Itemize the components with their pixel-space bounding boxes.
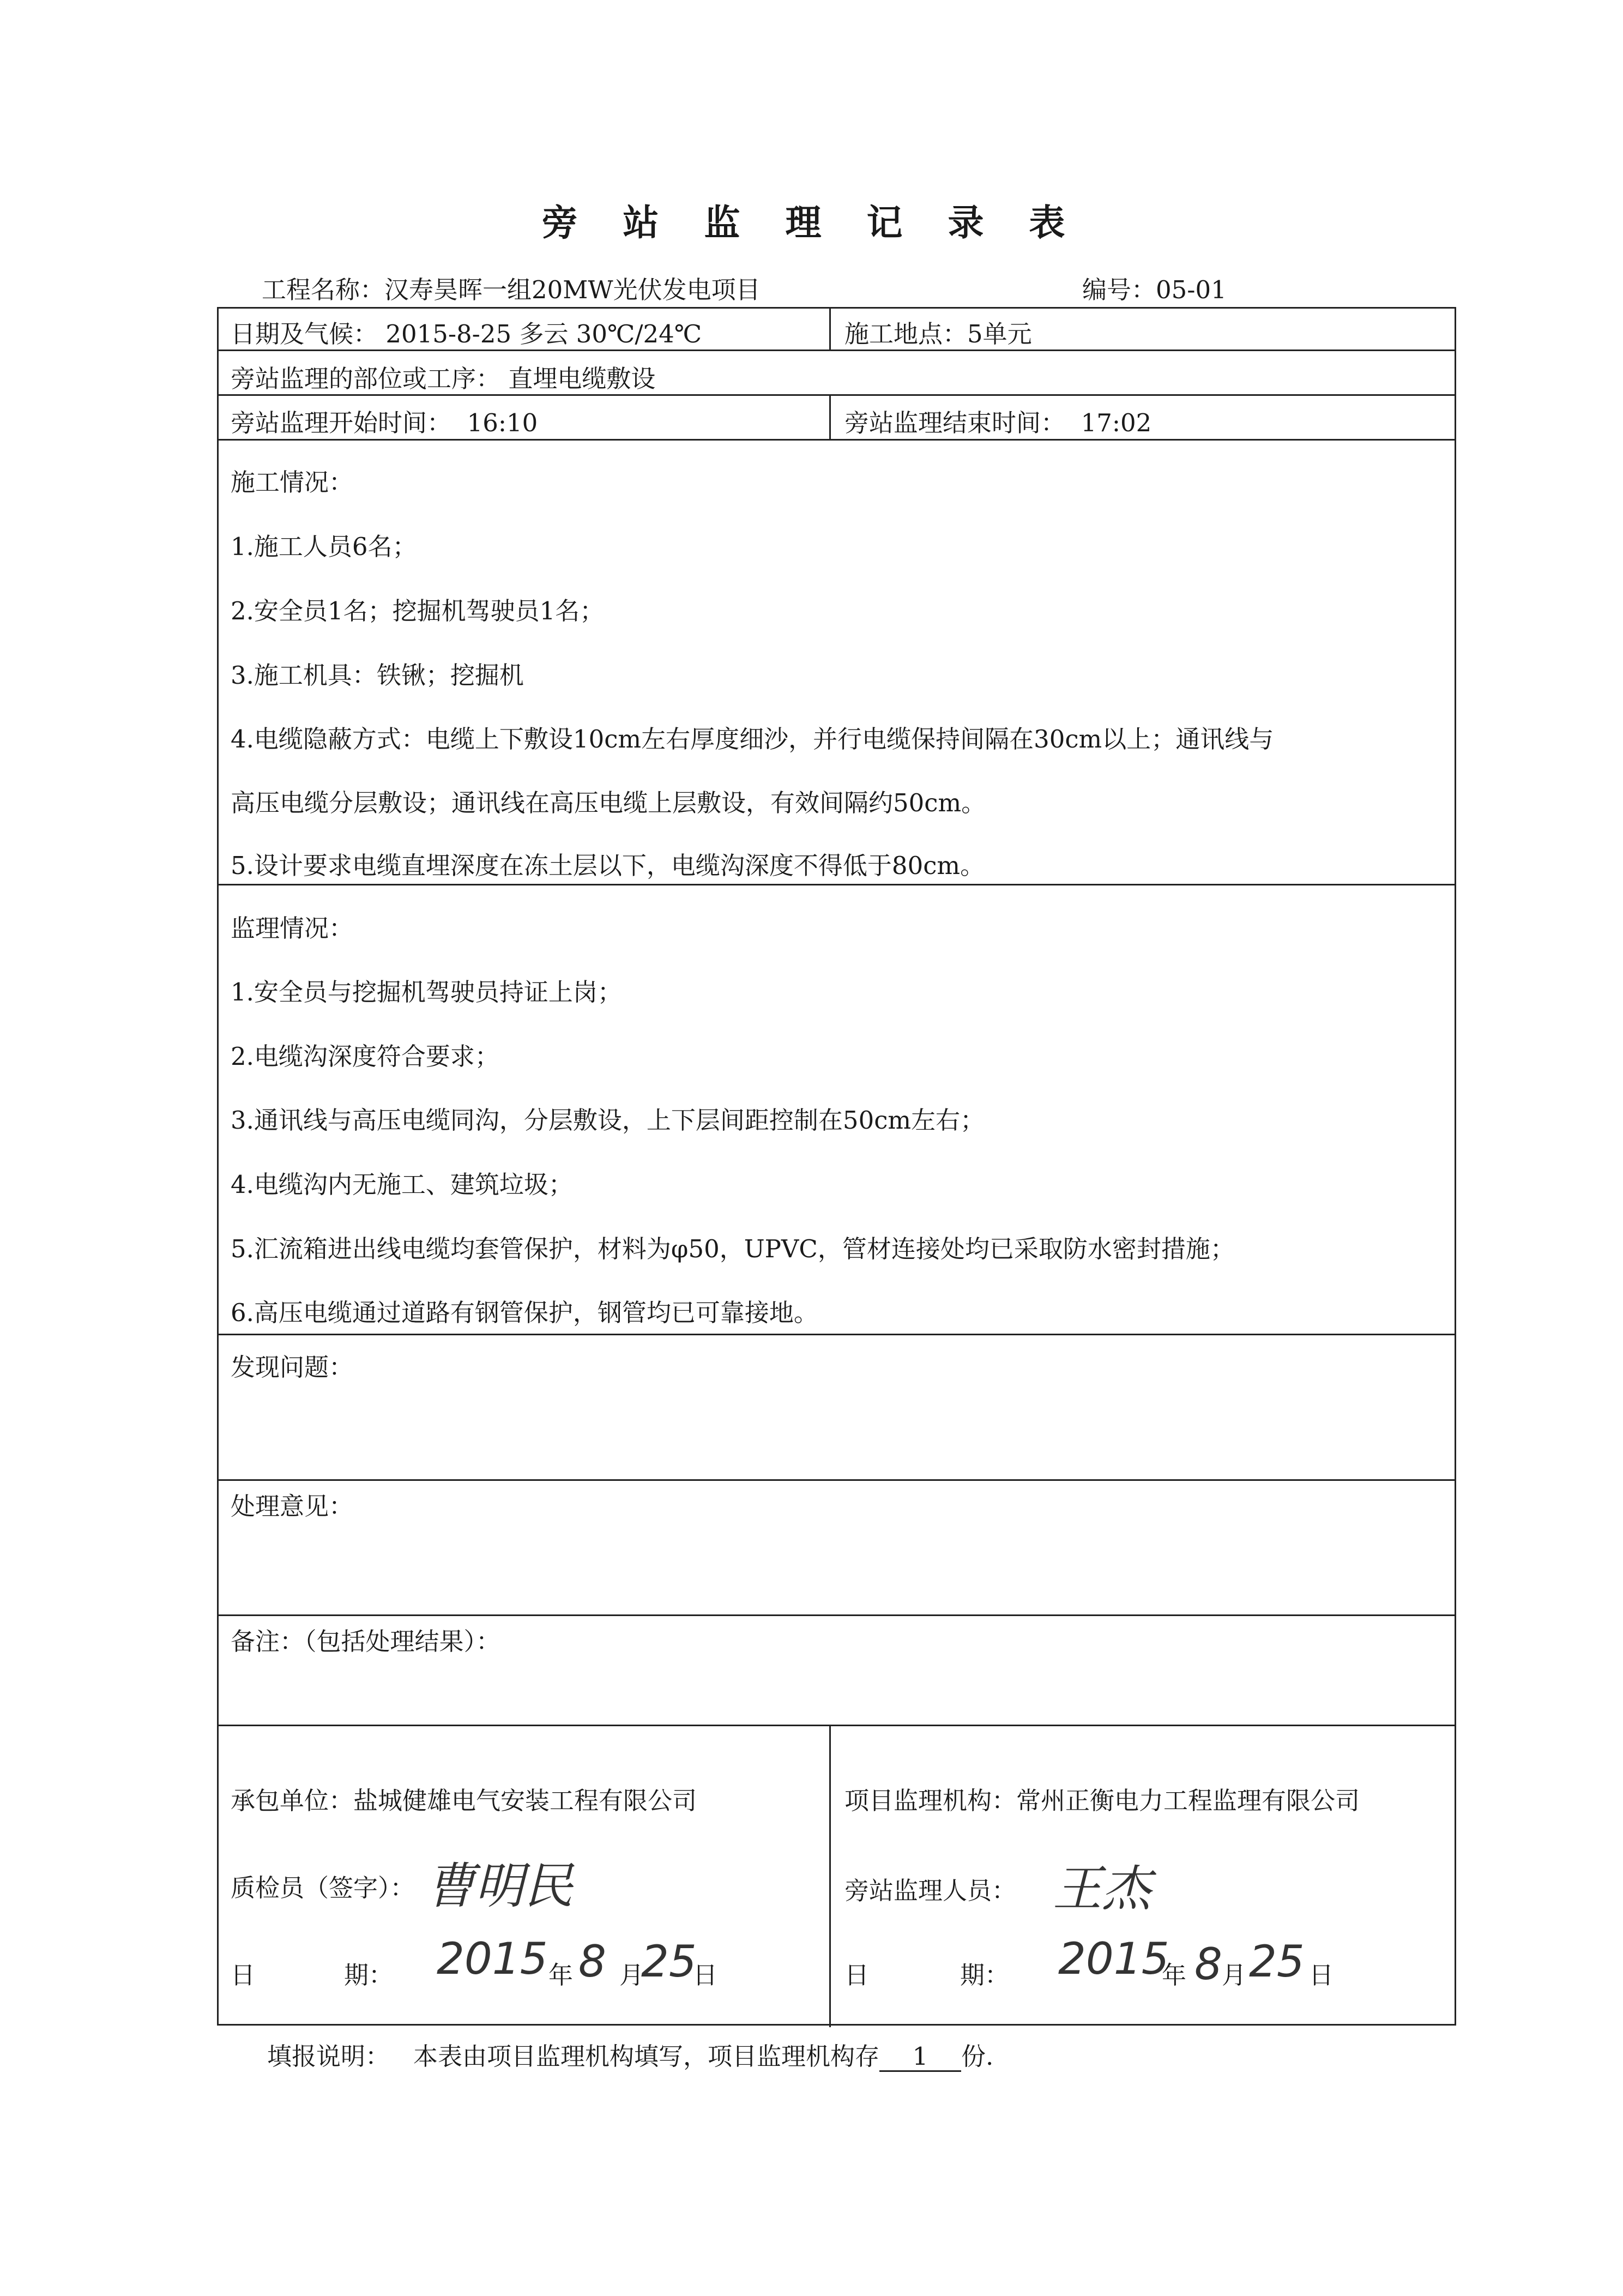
fill-instructions (267, 2036, 993, 2072)
end-time-value: 17:02 (1081, 408, 1152, 437)
supervisor-yue: 月 (1222, 1961, 1247, 1990)
copies-count: 1 (879, 2043, 961, 2072)
project-label: 工程名称： (262, 275, 385, 304)
contractor-nian: 年 (548, 1961, 574, 1990)
fill-instructions-label: 填报说明： (267, 2042, 390, 2071)
supervisor-person-label: 旁站监理人员： (844, 1876, 1017, 1905)
supervision-item: 4.电缆沟内无施工、建筑垃圾； (231, 1170, 573, 1199)
inspector-signature: 曹明民 (426, 1858, 573, 1915)
supervised-process (231, 359, 655, 394)
supervisor-ri: 日 (1309, 1961, 1334, 1990)
date-weather-label: 日期及气候： (231, 320, 378, 348)
supervisor-date-label-b: 期： (960, 1961, 1010, 1990)
contractor-date-month: 8 (578, 1936, 606, 1987)
construction-item: 3.施工机具：铁锹；挖掘机 (231, 661, 524, 690)
fill-instructions-text: 本表由项目监理机构填写，项目监理机构存 (413, 2042, 879, 2071)
supervision-item: 5.汇流箱进出线电缆均套管保护，材料为φ50，UPVC，管材连接处均已采取防水密封措施； (231, 1234, 1235, 1263)
contractor-unit: 承包单位：盐城健雄电气安装工程有限公司 (231, 1786, 697, 1815)
construction-item: 高压电缆分层敷设；通讯线在高压电缆上层敷设，有效间隔约50cm。 (231, 788, 986, 817)
construction-item: 5.设计要求电缆直埋深度在冻土层以下，电缆沟深度不得低于80cm。 (231, 851, 985, 880)
start-time-label: 旁站监理开始时间： (231, 408, 452, 437)
contractor-date-day: 25 (641, 1936, 697, 1987)
process-label: 旁站监理的部位或工序： (231, 364, 501, 393)
date-weather-value: 2015-8-25 多云 30℃/24℃ (385, 320, 702, 348)
contractor-date-label-b: 期： (344, 1961, 394, 1990)
end-time (844, 403, 1151, 438)
contractor-date-year: 2015 (437, 1933, 548, 1984)
supervision-item: 3.通讯线与高压电缆同沟，分层敷设，上下层间距控制在50cm左右； (231, 1106, 985, 1135)
supervisor-date-month: 8 (1194, 1939, 1222, 1990)
supervision-heading: 监理情况： (231, 914, 354, 943)
supervisor-nian: 年 (1162, 1961, 1187, 1990)
project-value: 汉寿昊晖一组20MW光伏发电项目 (384, 275, 761, 304)
handling-heading: 处理意见： (231, 1492, 354, 1521)
date-weather (231, 314, 702, 349)
process-value: 直埋电缆敷设 (508, 364, 656, 393)
supervisor-signature: 王杰 (1053, 1860, 1151, 1918)
start-time (231, 403, 538, 438)
supervision-agency: 项目监理机构：常州正衡电力工程监理有限公司 (844, 1786, 1360, 1815)
construction-heading: 施工情况： (231, 468, 354, 497)
page-title: 旁 站 监 理 记 录 表 (541, 201, 1082, 244)
serial-value: 05-01 (1156, 275, 1227, 304)
supervisor-date-label-a: 日 (844, 1961, 870, 1990)
contractor-ri: 日 (693, 1961, 718, 1990)
contractor-yue: 月 (619, 1961, 644, 1990)
start-time-value: 16:10 (467, 408, 538, 437)
supervisor-date-year: 2015 (1058, 1933, 1169, 1984)
serial-number (1082, 270, 1227, 305)
supervisor-date-day: 25 (1249, 1936, 1305, 1987)
supervision-item: 6.高压电缆通过道路有钢管保护，钢管均已可靠接地。 (231, 1298, 818, 1327)
record-table (217, 307, 1456, 2026)
problems-heading: 发现问题： (231, 1353, 354, 1382)
inspector-label: 质检员（签字）： (231, 1873, 415, 1902)
project-name (262, 270, 761, 305)
construction-item: 4.电缆隐蔽方式：电缆上下敷设10cm左右厚度细沙，并行电缆保持间隔在30cm以上；通讯线与 (231, 725, 1274, 754)
contractor-date-label-a: 日 (231, 1961, 256, 1990)
supervision-item: 2.电缆沟深度符合要求； (231, 1042, 499, 1071)
construction-item: 2.安全员1名；挖掘机驾驶员1名； (231, 596, 605, 625)
serial-label: 编号： (1082, 275, 1156, 304)
remarks-heading: 备注：（包括处理结果）： (231, 1627, 501, 1656)
supervision-item: 1.安全员与挖掘机驾驶员持证上岗； (231, 978, 622, 1007)
fill-instructions-suffix: 份. (961, 2042, 994, 2071)
end-time-label: 旁站监理结束时间： (844, 408, 1066, 437)
construction-item: 1.施工人员6名； (231, 532, 417, 561)
site-value: 5单元 (967, 320, 1032, 348)
site-label: 施工地点： (844, 320, 968, 348)
construction-site (844, 314, 1032, 349)
